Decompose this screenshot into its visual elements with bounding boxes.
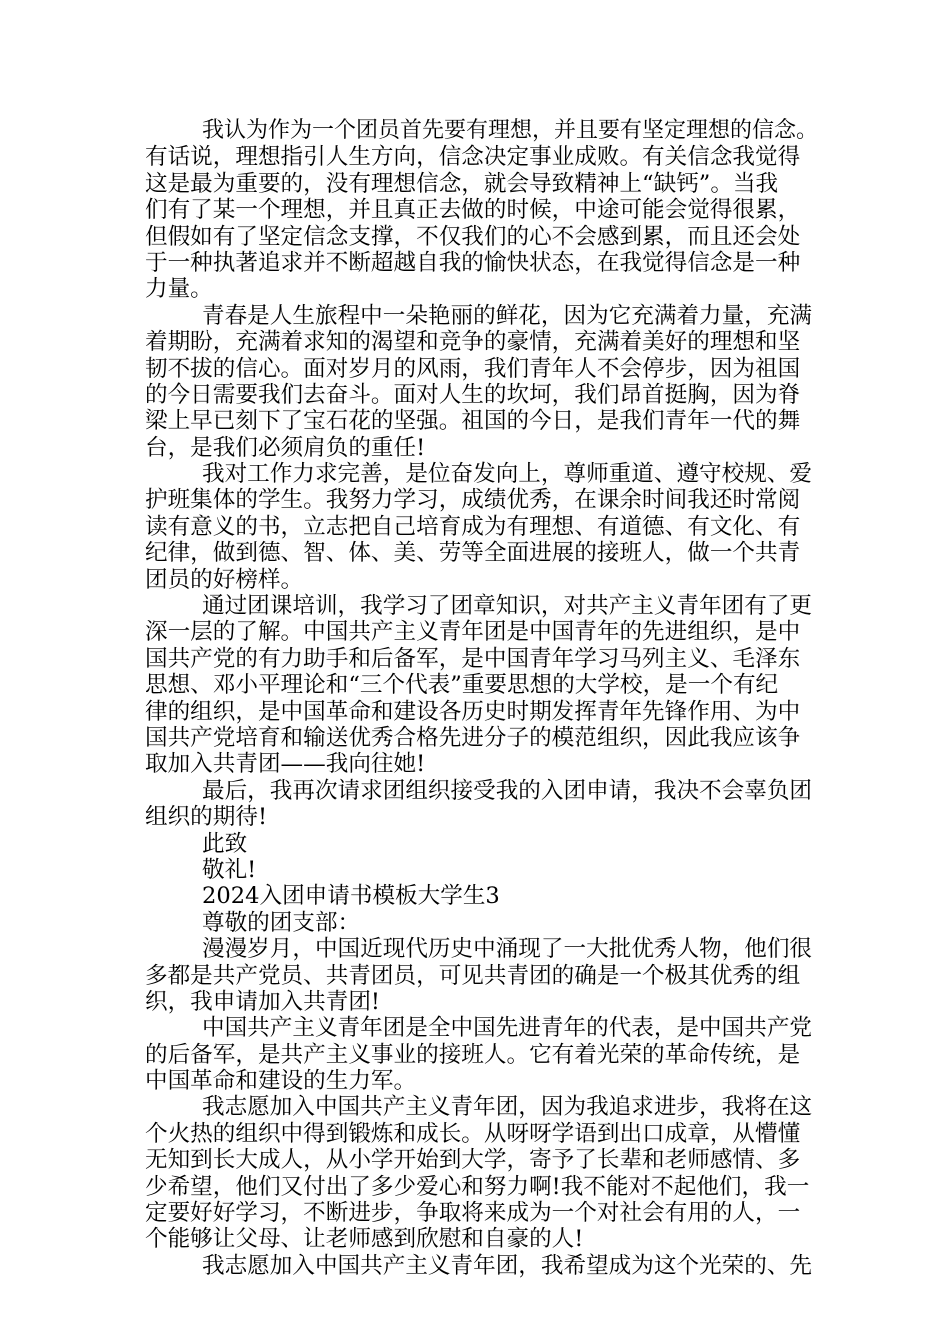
text-line: 律的组织，是中国革命和建设各历史时期发挥青年先锋作用、为中	[145, 698, 801, 725]
text-line: 我志愿加入中国共产主义青年团，我希望成为这个光荣的、先	[202, 1252, 813, 1279]
text-line: 最后，我再次请求团组织接受我的入团申请，我决不会辜负团	[202, 777, 813, 804]
text-line: 中国革命和建设的生力军。	[145, 1068, 417, 1095]
text-line: 的今日需要我们去奋斗。面对人生的坎坷，我们昂首挺胸，因为脊	[145, 381, 801, 408]
text-line: 于一种执著追求并不断超越自我的愉快状态，在我觉得信念是一种	[145, 249, 801, 276]
text-line: 纪律，做到德、智、体、美、劳等全面进展的接班人，做一个共青	[145, 540, 801, 567]
text-line: 着期盼，充满着求知的渴望和竞争的豪情，充满着美好的理想和坚	[145, 329, 801, 356]
text-line: 有话说，理想指引人生方向，信念决定事业成败。有关信念我觉得	[145, 144, 801, 171]
text-line: 护班集体的学生。我努力学习，成绩优秀，在课余时间我还时常阅	[145, 487, 801, 514]
text-line: 2024入团申请书模板大学生3	[202, 883, 500, 910]
text-line: 尊敬的团支部：	[202, 909, 361, 936]
text-line: 这是最为重要的，没有理想信念，就会导致精神上“缺钙”。当我	[145, 170, 779, 197]
text-line: 取加入共青团——我向往她!	[145, 751, 426, 778]
text-line: 梁上早已刻下了宝石花的坚强。祖国的今日，是我们青年一代的舞	[145, 408, 801, 435]
text-line: 力量。	[145, 276, 213, 303]
text-line: 们有了某一个理想，并且真正去做的时候，中途可能会觉得很累，	[145, 197, 801, 224]
text-line: 多都是共产党员、共青团员，可见共青团的确是一个极其优秀的组	[145, 962, 801, 989]
text-line: 少希望，他们又付出了多少爱心和努力啊!我不能对不起他们，我一	[145, 1173, 810, 1200]
text-line: 个能够让父母、让老师感到欣慰和自豪的人!	[145, 1226, 584, 1253]
text-line: 台，是我们必须肩负的重任!	[145, 434, 426, 461]
text-line: 深一层的了解。中国共产主义青年团是中国青年的先进组织，是中	[145, 619, 801, 646]
text-line: 此致	[202, 830, 248, 857]
text-line: 青春是人生旅程中一朵艳丽的鲜花，因为它充满着力量，充满	[202, 302, 813, 329]
text-line: 定要好好学习，不断进步，争取将来成为一个对社会有用的人，一	[145, 1200, 801, 1227]
text-line: 漫漫岁月，中国近现代历史中涌现了一大批优秀人物，他们很	[202, 936, 813, 963]
document-page	[145, 118, 820, 1279]
text-line: 我对工作力求完善，是位奋发向上，尊师重道、遵守校规、爱	[202, 461, 813, 488]
text-line: 我认为作为一个团员首先要有理想，并且要有坚定理想的信念。	[202, 118, 819, 143]
text-line: 我志愿加入中国共产主义青年团，因为我追求进步，我将在这	[202, 1094, 813, 1121]
text-line: 国共产党的有力助手和后备军，是中国青年学习马列主义、毛泽东	[145, 645, 801, 672]
text-line: 中国共产主义青年团是全中国先进青年的代表，是中国共产党	[202, 1015, 813, 1042]
text-line: 通过团课培训，我学习了团章知识，对共产主义青年团有了更	[202, 593, 813, 620]
text-line: 的后备军，是共产主义事业的接班人。它有着光荣的革命传统，是	[145, 1041, 801, 1068]
text-line: 敬礼!	[202, 856, 257, 883]
text-line: 思想、邓小平理论和“三个代表”重要思想的大学校，是一个有纪	[145, 672, 779, 699]
text-line: 国共产党培育和输送优秀合格先进分子的模范组织，因此我应该争	[145, 724, 801, 751]
text-line: 团员的好榜样。	[145, 566, 304, 593]
text-line: 组织的期待!	[145, 804, 268, 831]
text-line: 韧不拔的信心。面对岁月的风雨，我们青年人不会停步，因为祖国	[145, 355, 801, 382]
text-line: 无知到长大成人，从小学开始到大学，寄予了长辈和老师感情、多	[145, 1147, 801, 1174]
text-line: 读有意义的书，立志把自己培育成为有理想、有道德、有文化、有	[145, 513, 801, 540]
text-line: 个火热的组织中得到锻炼和成长。从呀呀学语到出口成章，从懵懂	[145, 1120, 801, 1147]
text-line: 但假如有了坚定信念支撑，不仅我们的心不会感到累，而且还会处	[145, 223, 801, 250]
text-line: 织，我申请加入共青团!	[145, 988, 381, 1015]
